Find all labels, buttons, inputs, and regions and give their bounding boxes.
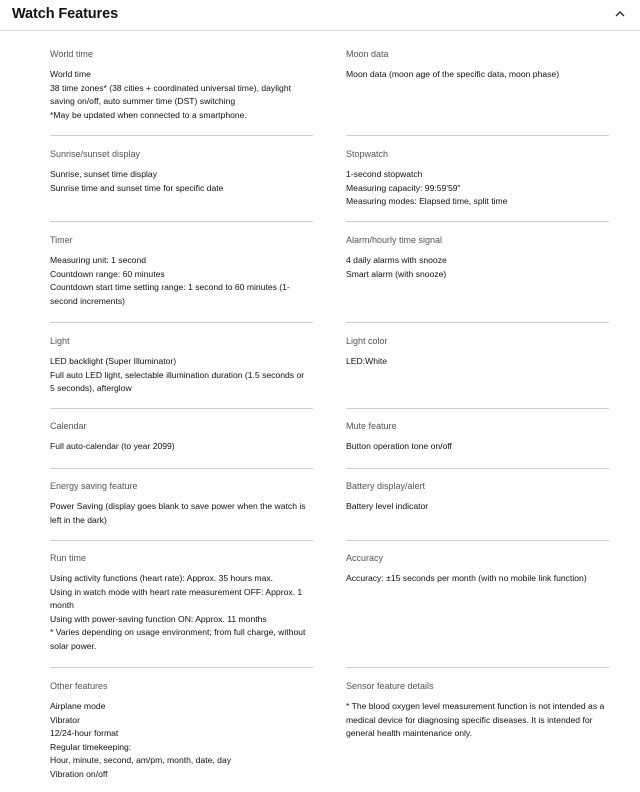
feature-description-line: left in the dark) [50, 514, 107, 525]
feature-description-line: LED backlight (Super Illuminator) [50, 356, 177, 366]
header-divider [0, 30, 640, 31]
feature-description-line: Full auto-calendar (to year 2099) [50, 441, 175, 451]
feature-description-line: Moon data (moon age of the specific data, moon phase) [346, 69, 560, 79]
feature-description-line: Measuring modes: Elapsed time, split time [346, 196, 508, 206]
feature-description-line: Sunrise, sunset time display [50, 169, 157, 179]
feature-sensor-feature-details [346, 680, 614, 741]
feature-label: Timer [50, 235, 73, 245]
feature-description [50, 440, 318, 454]
feature-description-line: Accuracy: ±15 seconds per month (with no mobile link function) [346, 573, 587, 583]
feature-description-line: medical device for diagnosing specific diseases. It is intended for [346, 714, 593, 725]
row-divider [50, 322, 313, 323]
feature-description-line: Sunrise time and sunset time for specific date [50, 182, 224, 193]
feature-description-line: World time [50, 69, 91, 79]
feature-description-line: 4 daily alarms with snooze [346, 255, 447, 265]
feature-description [50, 168, 318, 195]
feature-description [346, 68, 614, 82]
feature-description-line: Power Saving (display goes blank to save power when the watch is [50, 501, 306, 511]
feature-run-time [50, 552, 318, 653]
feature-description-line: * Varies depending on usage environment; from full charge, without [50, 627, 306, 637]
feature-description-line: Countdown range: 60 minutes [50, 268, 165, 279]
feature-label: Light [50, 336, 70, 346]
feature-label: World time [50, 49, 93, 59]
feature-description-line: Button operation tone on/off [346, 441, 452, 451]
feature-light [50, 335, 318, 396]
feature-description [50, 500, 318, 527]
feature-label: Run time [50, 553, 87, 563]
feature-label: Light color [346, 336, 388, 346]
feature-description-line: Regular timekeeping: [50, 741, 132, 752]
feature-light-color [346, 335, 614, 369]
feature-moon-data [346, 48, 614, 82]
feature-description-line: Battery level indicator [346, 501, 429, 511]
feature-description-line: *May be updated when connected to a smartphone. [50, 109, 247, 120]
feature-mute-feature [346, 420, 614, 454]
feature-description-line: Hour, minute, second, am/pm, month, date, day [50, 755, 232, 765]
feature-description-line: Countdown start time setting range: 1 second to 60 minutes (1- [50, 282, 290, 292]
feature-description-line: * The blood oxygen level measurement function is not intended as a [346, 701, 605, 711]
feature-timer [50, 234, 318, 308]
feature-description [346, 254, 614, 281]
feature-description [346, 572, 614, 586]
feature-other-features [50, 680, 318, 781]
feature-description-line: Measuring capacity: 99:59'59" [346, 182, 461, 193]
feature-description [50, 355, 318, 396]
feature-description-line: Smart alarm (with snooze) [346, 268, 447, 279]
row-divider [346, 322, 609, 323]
feature-description-line: Airplane mode [50, 701, 106, 711]
row-divider [50, 135, 313, 136]
feature-description-line: 12/24-hour format [50, 728, 119, 738]
feature-stopwatch [346, 148, 614, 209]
row-divider [50, 540, 313, 541]
feature-description-line: Using with power-saving function ON: Approx. 11 months [50, 613, 267, 624]
feature-description-line: Using activity functions (heart rate): Approx. 35 hours max. [50, 573, 274, 583]
feature-label: Alarm/hourly time signal [346, 235, 443, 245]
row-divider [50, 408, 313, 409]
watch-features-header[interactable] [0, 0, 640, 31]
feature-description-line: second increments) [50, 295, 125, 306]
chevron-up-icon[interactable] [614, 8, 626, 20]
feature-description-line: Vibrator [50, 714, 80, 725]
feature-description [346, 168, 614, 209]
feature-sunrise-sunset-display [50, 148, 318, 195]
feature-description-line: saving on/off, auto summer time (DST) switching [50, 96, 236, 106]
feature-label: Energy saving feature [50, 481, 138, 491]
feature-world-time [50, 48, 318, 122]
feature-label: Moon data [346, 49, 389, 59]
row-divider [346, 221, 609, 222]
feature-accuracy [346, 552, 614, 586]
feature-description-line: 38 time zones* (38 cities + coordinated universal time), daylight [50, 82, 291, 93]
feature-description-line: 1-second stopwatch [346, 169, 423, 179]
row-divider [50, 667, 313, 668]
feature-label: Accuracy [346, 553, 384, 563]
feature-description [50, 700, 318, 781]
row-divider [346, 468, 609, 469]
feature-description [346, 500, 614, 514]
row-divider [346, 667, 609, 668]
feature-label: Sensor feature details [346, 681, 434, 691]
feature-description-line: Vibration on/off [50, 768, 108, 779]
feature-label: Battery display/alert [346, 481, 426, 491]
feature-label: Mute feature [346, 421, 397, 431]
feature-description-line: Using in watch mode with heart rate measurement OFF: Approx. 1 [50, 586, 303, 597]
feature-description-line: 5 seconds), afterglow [50, 383, 132, 393]
feature-label: Other features [50, 681, 108, 691]
row-divider [50, 468, 313, 469]
feature-alarm-hourly-time-signal [346, 234, 614, 281]
feature-label: Stopwatch [346, 149, 389, 159]
feature-energy-saving-feature [50, 480, 318, 527]
feature-description-line: general health maintenance only. [346, 728, 472, 738]
feature-description-line: Full auto LED light, selectable illumination duration (1.5 seconds or [50, 369, 305, 380]
row-divider [50, 221, 313, 222]
feature-description [50, 68, 318, 122]
feature-battery-display-alert [346, 480, 614, 514]
feature-description [346, 440, 614, 454]
feature-description [346, 700, 614, 741]
feature-label: Sunrise/sunset display [50, 149, 141, 159]
feature-description [50, 572, 318, 653]
feature-description [346, 355, 614, 369]
feature-description-line: solar power. [50, 640, 97, 651]
feature-calendar [50, 420, 318, 454]
feature-description-line: Measuring unit: 1 second [50, 255, 147, 265]
feature-description-line: month [50, 600, 74, 610]
section-title: Watch Features [12, 6, 119, 22]
feature-description-line: LED:White [346, 356, 388, 366]
row-divider [346, 135, 609, 136]
row-divider [346, 408, 609, 409]
feature-label: Calendar [50, 421, 87, 431]
feature-description [50, 254, 318, 308]
row-divider [346, 540, 609, 541]
